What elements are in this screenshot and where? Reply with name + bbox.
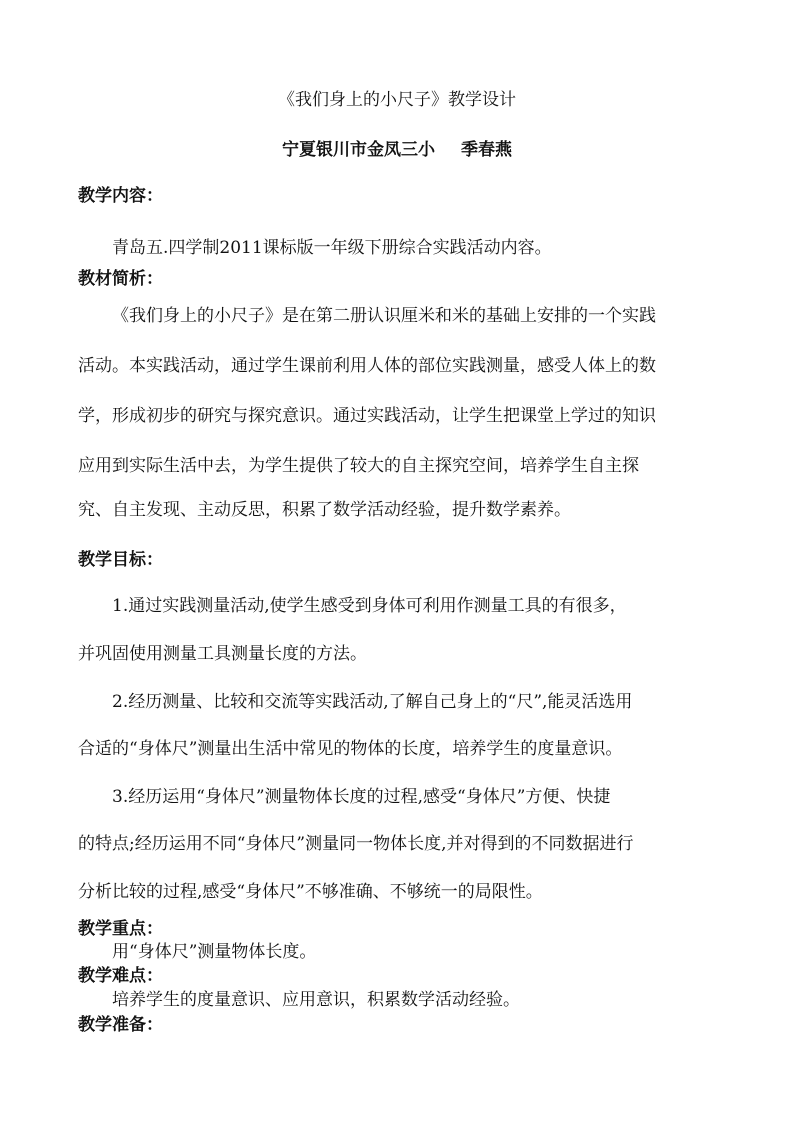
difficulty-text: 培养学生的度量意识、应用意识，积累数学活动经验。 xyxy=(112,990,520,1010)
heading-goals: 教学目标： xyxy=(78,550,163,570)
goals-line-7: 分析比较的过程,感受“身体尺”不够准确、不够统一的局限性。 xyxy=(78,882,543,902)
material-line-2: 活动。本实践活动，通过学生课前利用人体的部位实践测量，感受人体上的数 xyxy=(78,356,656,376)
heading-difficulty: 教学难点： xyxy=(78,966,163,986)
goals-line-2: 并巩固使用测量工具测量长度的方法。 xyxy=(78,644,367,664)
heading-material: 教材简析： xyxy=(78,269,163,289)
goals-line-4: 合适的“身体尺”测量出生活中常见的物体的长度，培养学生的度量意识。 xyxy=(78,739,623,759)
material-line-5: 究、自主发现、主动反思，积累了数学活动经验，提升数学素养。 xyxy=(78,500,571,520)
author-school: 宁夏银川市金凤三小 xyxy=(282,140,435,160)
goals-line-3: 2.经历测量、比较和交流等实践活动,了解自己身上的“尺”,能灵活选用 xyxy=(112,692,633,712)
content-text: 青岛五.四学制2011课标版一年级下册综合实践活动内容。 xyxy=(112,238,552,258)
heading-content: 教学内容： xyxy=(78,186,163,206)
document-title: 《我们身上的小尺子》教学设计 xyxy=(278,90,516,110)
material-line-4: 应用到实际生活中去，为学生提供了较大的自主探究空间，培养学生自主探 xyxy=(78,456,639,476)
author-name: 季春燕 xyxy=(461,140,512,160)
heading-key-point: 教学重点： xyxy=(78,919,163,939)
key-point-text: 用“身体尺”测量物体长度。 xyxy=(112,942,317,962)
heading-preparation: 教学准备： xyxy=(78,1015,163,1035)
material-line-1: 《我们身上的小尺子》是在第二册认识厘米和米的基础上安排的一个实践 xyxy=(112,306,656,326)
goals-line-1: 1.通过实践测量活动,使学生感受到身体可利用作测量工具的有很多， xyxy=(112,596,627,616)
goals-line-6: 的特点;经历运用不同“身体尺”测量同一物体长度,并对得到的不同数据进行 xyxy=(78,834,634,854)
goals-line-5: 3.经历运用“身体尺”测量物体长度的过程,感受“身体尺”方便、快捷 xyxy=(112,787,611,807)
material-line-3: 学，形成初步的研究与探究意识。通过实践活动，让学生把课堂上学过的知识 xyxy=(78,406,656,426)
author-line xyxy=(0,138,794,162)
